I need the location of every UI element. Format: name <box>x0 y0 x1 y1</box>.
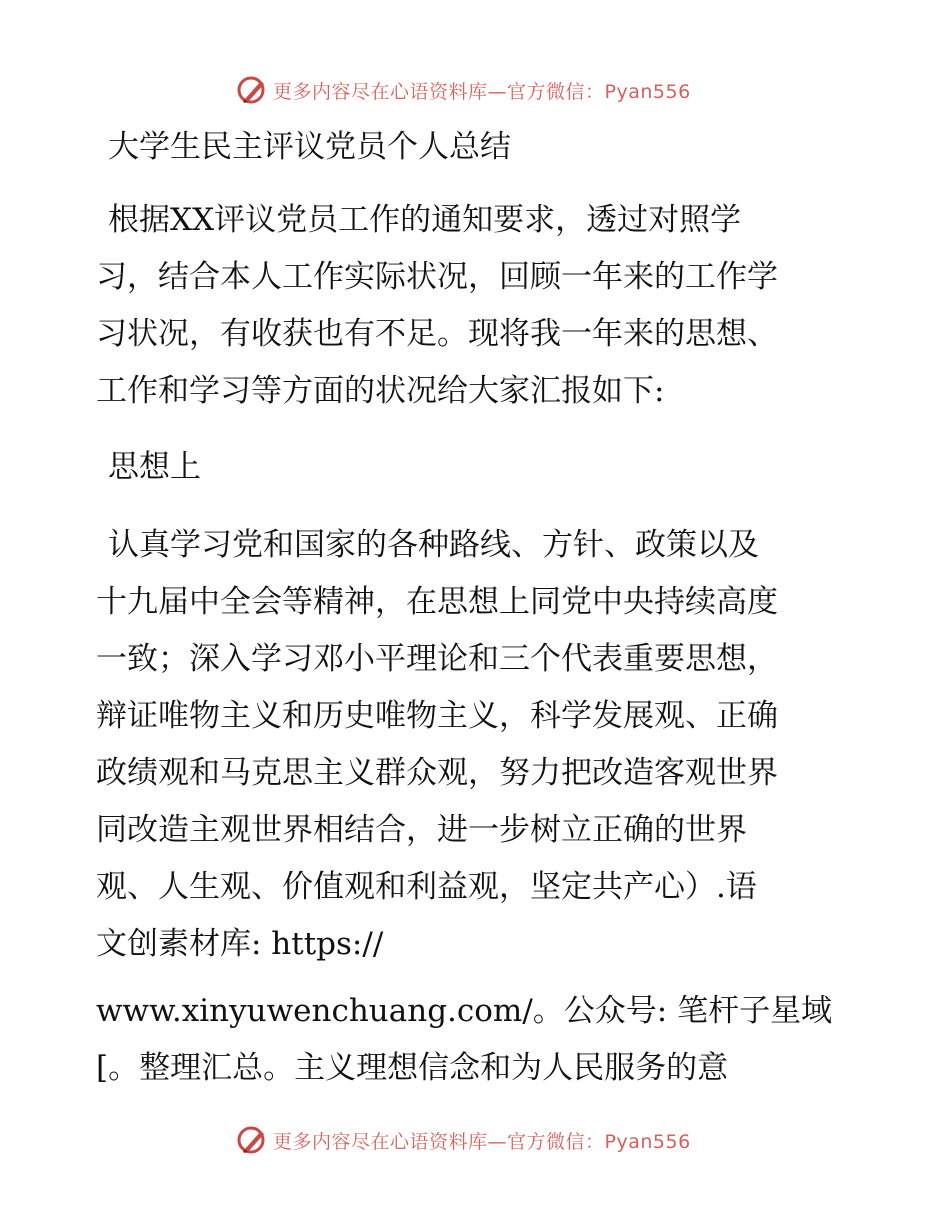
watermark-banner-bottom <box>235 1122 691 1158</box>
paragraph-line: [。整理汇总。主义理想信念和为人民服务的意 <box>96 1050 729 1086</box>
paragraph-line: www.xinyuwenchuang.com/。公众号: 笔杆子星域 <box>96 993 833 1029</box>
paragraph-line: 辩证唯物主义和历史唯物主义，科学发展观、正确 <box>96 698 778 734</box>
watermark-text: 更多内容尽在心语资料库—官方微信：Pyan556 <box>273 1130 691 1153</box>
pen-logo-icon <box>235 73 269 107</box>
watermark-text: 更多内容尽在心语资料库—官方微信：Pyan556 <box>273 80 691 103</box>
paragraph-line: 根据XX评议党员工作的通知要求，透过对照学 <box>108 202 742 238</box>
paragraph-line: 文创素材库: https:// <box>96 926 384 962</box>
paragraph-line: 十九届中全会等精神，在思想上同党中央持续高度 <box>96 584 778 620</box>
pen-logo-icon <box>235 1123 269 1157</box>
paragraph-line: 同改造主观世界相结合，进一步树立正确的世界 <box>96 812 747 848</box>
paragraph-line: 观、人生观、价值观和利益观，坚定共产心）.语 <box>96 869 757 905</box>
page-title: 大学生民主评议党员个人总结 <box>108 129 511 165</box>
paragraph-line: 习，结合本人工作实际状况，回顾一年来的工作学 <box>96 259 778 295</box>
paragraph-line: 认真学习党和国家的各种路线、方针、政策以及 <box>108 527 759 563</box>
paragraph-line: 一致；深入学习邓小平理论和三个代表重要思想， <box>96 641 778 677</box>
paragraph-line: 政绩观和马克思主义群众观，努力把改造客观世界 <box>96 755 778 791</box>
section-heading: 思想上 <box>108 449 201 485</box>
watermark-banner-top <box>235 72 691 108</box>
paragraph-line: 工作和学习等方面的状况给大家汇报如下: <box>96 373 665 409</box>
paragraph-line: 习状况，有收获也有不足。现将我一年来的思想、 <box>96 316 778 352</box>
